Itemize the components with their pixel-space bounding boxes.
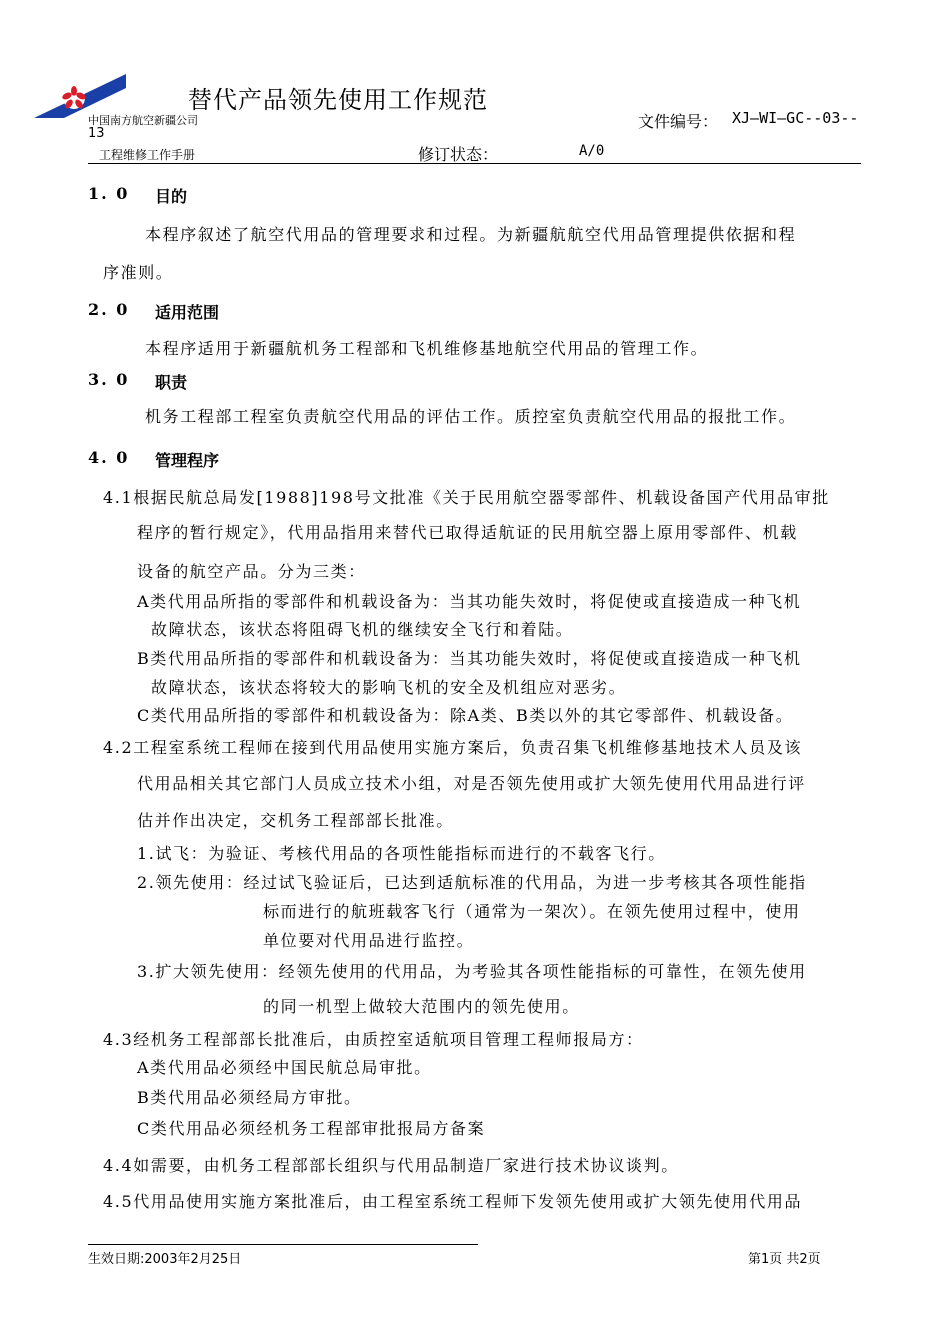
paragraph-line: 4.4如需要，由机务工程部部长组织与代用品制造厂家进行技术协议谈判。 <box>103 1156 679 1175</box>
paragraph-line: 故障状态，该状态将较大的影响飞机的安全及机组应对恶劣。 <box>151 678 627 697</box>
page-info: 第1页 共2页 <box>748 1252 821 1267</box>
section-number: 2. 0 <box>88 300 130 319</box>
manual-name: 工程维修工作手册 <box>99 148 196 162</box>
paragraph-line: A类代用品所指的零部件和机载设备为：当其功能失效时，将促使或直接造成一种飞机 <box>137 592 802 611</box>
paragraph-line: 代用品相关其它部门人员成立技术小组，对是否领先使用或扩大领先使用代用品进行评 <box>137 774 806 793</box>
paragraph-line: 序准则。 <box>103 263 174 282</box>
section-number: 4. 0 <box>88 448 130 467</box>
paragraph-line: 故障状态，该状态将阻碍飞机的继续安全飞行和着陆。 <box>151 620 574 639</box>
paragraph-line: 本程序叙述了航空代用品的管理要求和过程。为新疆航航空代用品管理提供依据和程 <box>145 225 797 244</box>
paragraph-line: A类代用品必须经中国民航总局审批。 <box>137 1058 432 1077</box>
section-number: 3. 0 <box>88 370 130 389</box>
paragraph-line: 4.3经机务工程部部长批准后，由质控室适航项目管理工程师报局方： <box>103 1030 644 1049</box>
header-divider <box>88 163 861 164</box>
section-title: 目的 <box>155 187 188 206</box>
paragraph-line: C类代用品所指的零部件和机载设备为：除A类、B类以外的其它零部件、机载设备。 <box>137 706 794 725</box>
paragraph-line: B类代用品所指的零部件和机载设备为：当其功能失效时，将促使或直接造成一种飞机 <box>137 649 802 668</box>
document-title: 替代产品领先使用工作规范 <box>188 86 488 114</box>
paragraph-line: B类代用品必须经局方审批。 <box>137 1088 362 1107</box>
section-number: 1. 0 <box>88 184 130 203</box>
paragraph-line: 单位要对代用品进行监控。 <box>263 931 475 950</box>
section-title: 管理程序 <box>155 451 220 470</box>
paragraph-line: 标而进行的航班载客飞行（通常为一架次）。在领先使用过程中，使用 <box>263 902 801 921</box>
paragraph-line: 本程序适用于新疆航机务工程部和飞机维修基地航空代用品的管理工作。 <box>145 339 709 358</box>
paragraph-line: 估并作出决定，交机务工程部部长批准。 <box>137 811 454 830</box>
section-title: 适用范围 <box>155 303 220 322</box>
paragraph-line: 程序的暂行规定》，代用品指用来替代已取得适航证的民用航空器上原用零部件、机载 <box>137 523 798 542</box>
paragraph-line: 4.2工程室系统工程师在接到代用品使用实施方案后，负责召集飞机维修基地技术人员及该 <box>103 738 803 757</box>
doc-number-value: XJ—WI—GC--03-- <box>732 109 859 127</box>
paragraph-line: 1.试飞：为验证、考核代用品的各项性能指标而进行的不载客飞行。 <box>137 844 666 863</box>
paragraph-line: 的同一机型上做较大范围内的领先使用。 <box>263 997 580 1016</box>
revision-value: A/0 <box>579 143 605 159</box>
revision-label: 修订状态： <box>418 145 499 164</box>
doc-number-continuation: 13 <box>88 126 105 141</box>
paragraph-line: C类代用品必须经机务工程部审批报局方备案 <box>137 1119 486 1138</box>
company-name: 中国南方航空新疆公司 <box>88 114 198 127</box>
paragraph-line: 机务工程部工程室负责航空代用品的评估工作。质控室负责航空代用品的报批工作。 <box>145 407 797 426</box>
effective-date: 生效日期:2003年2月25日 <box>88 1252 242 1267</box>
section-title: 职责 <box>155 373 188 392</box>
paragraph-line: 设备的航空产品。分为三类： <box>137 562 366 581</box>
paragraph-line: 4.5代用品使用实施方案批准后，由工程室系统工程师下发领先使用或扩大领先使用代用品 <box>103 1192 803 1211</box>
paragraph-line: 4.1根据民航总局发[1988]198号文批准《关于民用航空器零部件、机载设备国产代用品审批 <box>103 488 830 507</box>
paragraph-line: 2.领先使用：经过试飞验证后，已达到适航标准的代用品，为进一步考核其各项性能指 <box>137 873 807 892</box>
footer-divider <box>88 1244 478 1245</box>
paragraph-line: 3.扩大领先使用：经领先使用的代用品，为考验其各项性能指标的可靠性，在领先使用 <box>137 962 807 981</box>
doc-number-label: 文件编号： <box>638 112 719 131</box>
